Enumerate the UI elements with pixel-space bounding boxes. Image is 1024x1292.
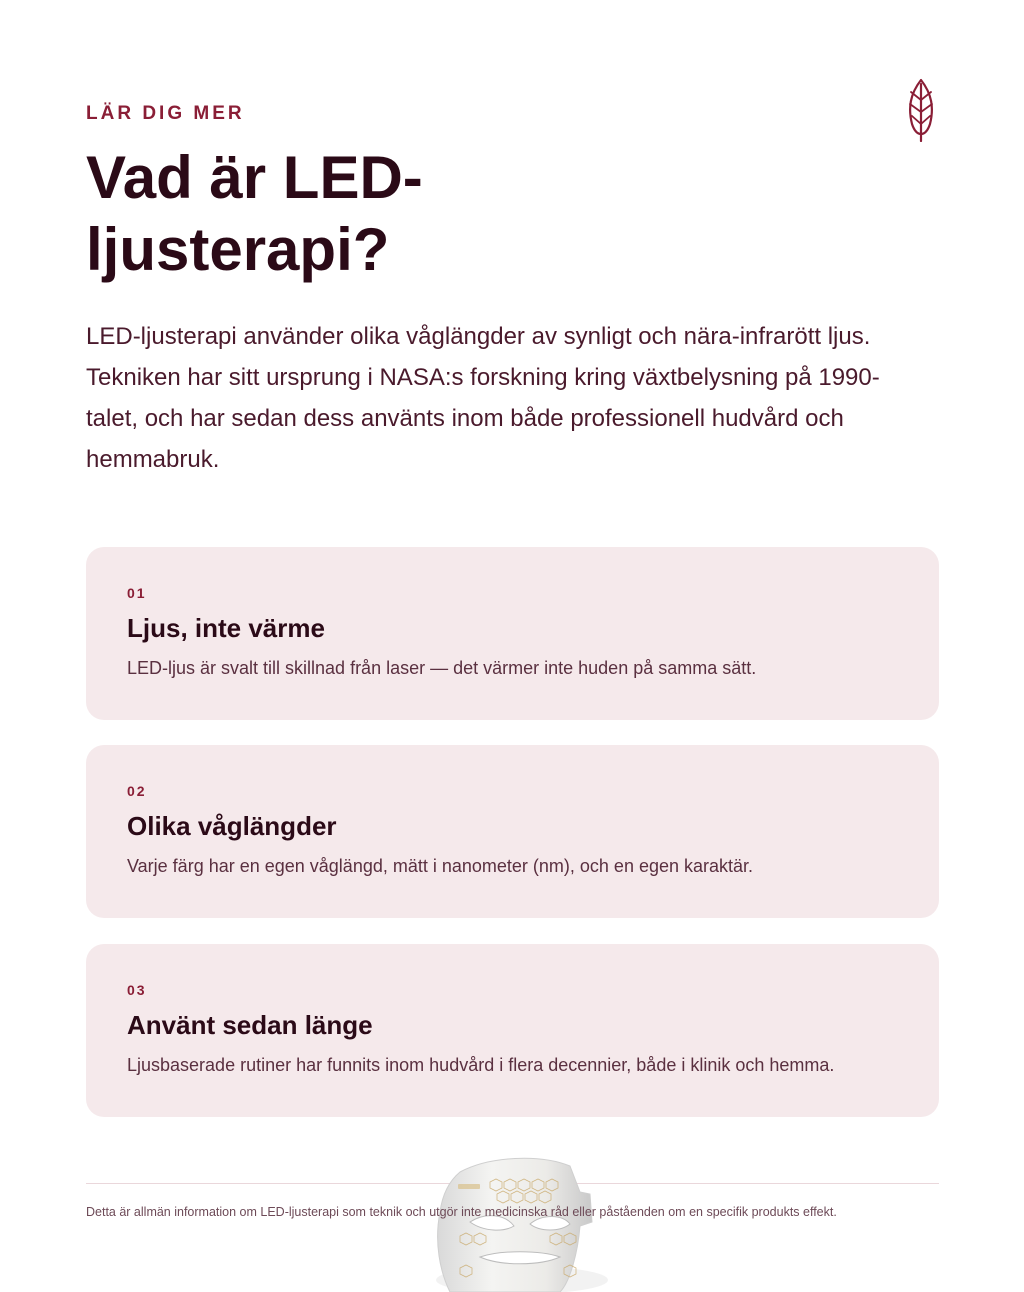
info-card-2: [86, 745, 939, 918]
disclaimer-text: Detta är allmän information om LED-ljusterapi som teknik och utgör inte medicinska råd eller påståenden om en specifik produkts effekt.: [86, 1205, 837, 1219]
info-section: [86, 0, 939, 1280]
card-number: 03: [127, 982, 147, 998]
card-number: 02: [127, 783, 147, 799]
card-text: Varje färg har en egen våglängd, mätt i nanometer (nm), och en egen karaktär.: [127, 856, 754, 876]
card-title: Använt sedan länge: [127, 1010, 373, 1040]
info-card-3: [86, 944, 939, 1117]
card-number: 01: [127, 585, 147, 601]
led-mask-image: [430, 1152, 610, 1292]
info-card-1: [86, 547, 939, 720]
card-title: Ljus, inte värme: [127, 613, 325, 643]
eyebrow-label: LÄR DIG MER: [86, 103, 245, 124]
page-title: Vad är LED-ljusterapi?: [86, 144, 423, 283]
card-text: Ljusbaserade rutiner har funnits inom hudvård i flera decennier, både i klinik och hemma.: [127, 1055, 835, 1075]
intro-paragraph: LED-ljusterapi använder olika våglängder av synligt och nära-infrarött ljus. Tekniken har sitt ursprung i NASA:s forskning kring växtbelysning på 1990-talet, och har sedan dess använts inom både professionell hudvård och hemmabruk.: [86, 323, 880, 473]
leaf-icon: [906, 78, 936, 142]
card-text: LED-ljus är svalt till skillnad från laser — det värmer inte huden på samma sätt.: [127, 658, 757, 678]
card-title: Olika våglängder: [127, 811, 337, 841]
